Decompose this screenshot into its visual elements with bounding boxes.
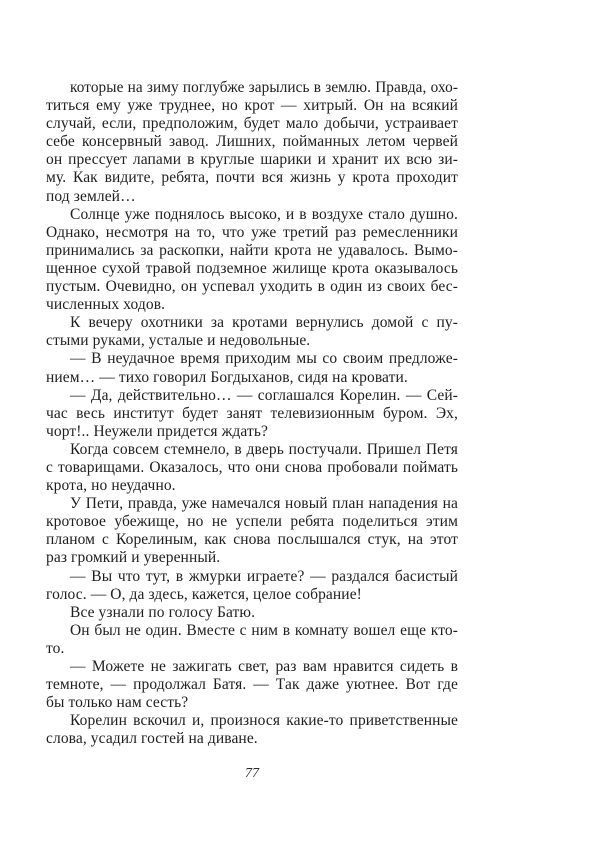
text-line: чорт!.. Неужели придется ждать? <box>46 422 269 440</box>
text-line: У Пети, правда, уже намечался новый план нападения на <box>70 495 458 513</box>
paragraph <box>46 622 458 658</box>
paragraph <box>46 387 458 441</box>
paragraph <box>46 350 458 386</box>
text-line: К вечеру охотники за кротами вернулись домой с пу- <box>70 314 458 332</box>
text-line: — Можете не зажигать свет, раз вам нравится сидеть в <box>70 658 458 675</box>
text-line: час весь институт будет занят телевизионным буром. Эх, <box>46 404 458 422</box>
paragraph <box>46 314 458 350</box>
text-line: Однако, несмотря на то, что уже третий раз ремесленники <box>46 223 458 241</box>
text-line: стыми руками, усталые и недовольные. <box>46 332 311 350</box>
text-line: нием… — тихо говорил Богдыханов, сидя на кровати. <box>46 368 408 386</box>
text-line: слова, усадил гостей на диване. <box>46 730 258 748</box>
text-line: случай, если, предположим, будет мало добычи, устраивает <box>46 115 458 133</box>
text-line: темноте, — продолжал Батя. — Так даже уютнее. Вот где <box>46 676 458 694</box>
text-line: крота, но неудачно. <box>46 477 176 495</box>
page-number: 77 <box>245 766 259 781</box>
text-line: численных ходов. <box>46 296 166 314</box>
paragraph <box>46 495 458 567</box>
paragraph <box>46 79 458 206</box>
text-line: себе консервный завод. Лишних, пойманных летом червей <box>46 133 458 151</box>
paragraph <box>46 206 458 315</box>
text-line: Он был не один. Вместе с ним в комнату вошел еще кто- <box>70 621 458 639</box>
text-line: кротовое убежище, но не успели ребята поделиться этим <box>46 513 458 531</box>
text-line: которые на зиму поглубже зарылись в землю. Правда, охо- <box>70 79 458 96</box>
text-line: — Да, действительно… — соглашался Корелин. — Сей- <box>70 386 458 404</box>
paragraph <box>46 568 458 604</box>
text-line: Все узнали по голосу Батю. <box>70 603 256 621</box>
text-line: щенное сухой травой подземное жилище крота оказывалось <box>46 259 458 277</box>
page-text <box>46 79 458 748</box>
text-line: с товарищами. Оказалось, что они снова пробовали поймать <box>46 458 458 476</box>
text-line: — Вы что тут, в жмурки играете? — раздался басистый <box>70 567 458 585</box>
text-line: — В неудачное время приходим мы со своим предложе- <box>70 350 458 368</box>
text-line: му. Как видите, ребята, почти вся жизнь у крота проходит <box>46 169 458 187</box>
text-line: планом с Корелиным, как снова послышался стук, на этот <box>46 531 458 549</box>
text-line: то. <box>46 639 65 657</box>
text-line: под землей… <box>46 187 136 205</box>
text-line: голос. — О, да здесь, кажется, целое собрание! <box>46 585 362 603</box>
text-line: титься ему уже труднее, но крот — хитрый. Он на всякий <box>46 97 458 115</box>
paragraph <box>46 658 458 712</box>
paragraph <box>46 604 458 622</box>
text-line: он прессует лапами в круглые шарики и хранит их всю зи- <box>46 151 458 169</box>
text-line: пустым. Очевидно, он успевал уходить в один из своих бес- <box>46 278 458 296</box>
text-line: принимались за раскопки, найти крота не удавалось. Вымо- <box>46 241 458 259</box>
paragraph <box>46 712 458 748</box>
text-line: Солнце уже поднялось высоко, и в воздухе стало душно. <box>70 205 458 223</box>
paragraph <box>46 441 458 495</box>
text-line: раз громкий и уверенный. <box>46 549 221 567</box>
text-line: бы только нам сесть? <box>46 694 189 712</box>
text-line: Когда совсем стемнело, в дверь постучали. Пришел Петя <box>70 440 458 458</box>
text-line: Корелин вскочил и, произнося какие-то приветственные <box>70 712 458 730</box>
